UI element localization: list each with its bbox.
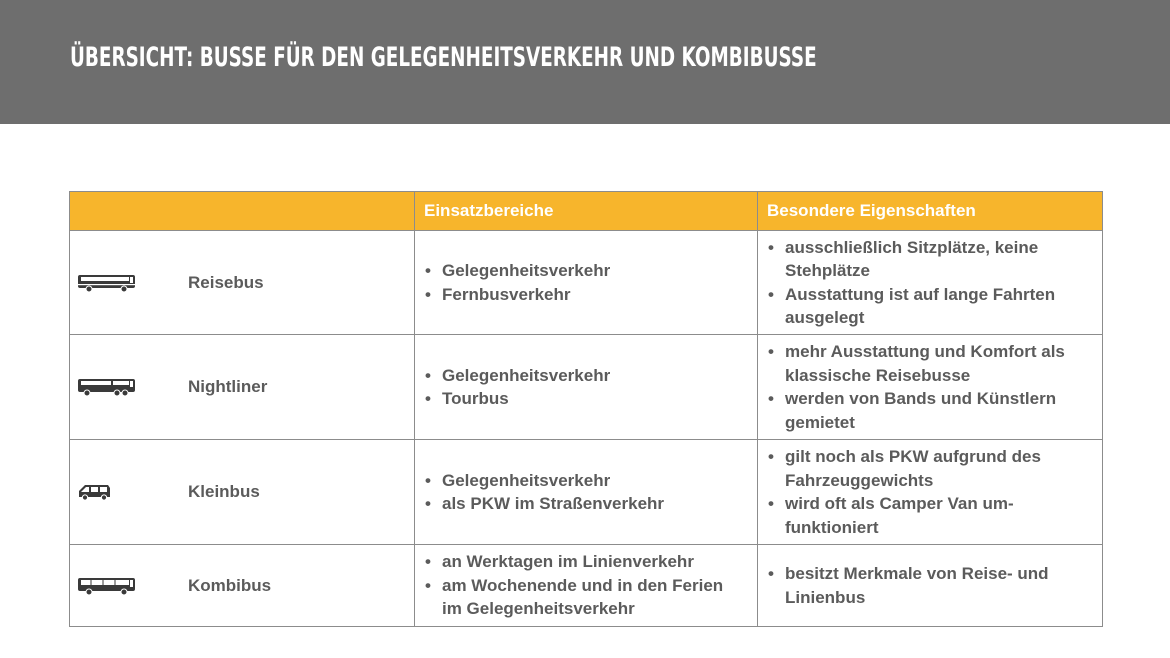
- list-item: • gilt noch als PKW aufgrund des Fahrzeuggewichts: [768, 445, 1092, 492]
- column-header-type: [70, 192, 415, 231]
- features-cell: [758, 545, 1103, 627]
- page-title: ÜBERSICHT: BUSSE FÜR DEN GELEGENHEITSVERKEHR UND KOMBIBUSSE: [70, 42, 817, 73]
- list-item: • am Wochenende und in den Ferien im Gelegenheitsverkehr: [425, 574, 747, 621]
- list-item: • Fernbusverkehr: [425, 283, 747, 307]
- minibus-icon: [77, 482, 137, 502]
- uses-cell: [415, 335, 758, 440]
- features-cell: [758, 440, 1103, 545]
- table-header-row: [70, 192, 1103, 231]
- list-item: • Tourbus: [425, 387, 747, 411]
- title-banner: [0, 0, 1170, 124]
- table-row: [70, 335, 1103, 440]
- list-item: • Gelegenheitsverkehr: [425, 469, 747, 493]
- list-item: • werden von Bands und Künstlern gemietet: [768, 387, 1092, 434]
- bus-type-name: Reisebus: [188, 272, 264, 292]
- combi-bus-icon: [77, 576, 137, 596]
- list-item: • ausschließlich Sitzplätze, keine Stehplätze: [768, 236, 1092, 283]
- nightliner-bus-icon: [77, 377, 137, 397]
- bus-type-name: Nightliner: [188, 377, 268, 396]
- bus-overview-table: [69, 191, 1103, 627]
- bus-type-cell: [70, 231, 415, 335]
- table-row: [70, 231, 1103, 335]
- bus-type-cell: [70, 335, 415, 440]
- list-item: • Ausstattung ist auf lange Fahrten ausgelegt: [768, 283, 1092, 330]
- list-item: • Gelegenheitsverkehr: [425, 364, 747, 388]
- uses-cell: [415, 231, 758, 335]
- list-item: • Gelegenheitsverkehr: [425, 259, 747, 283]
- bus-type-name: Kleinbus: [188, 482, 260, 501]
- list-item: • wird oft als Camper Van um-funktioniert: [768, 492, 1092, 539]
- list-item: • an Werktagen im Linienverkehr: [425, 550, 747, 574]
- uses-cell: [415, 545, 758, 627]
- uses-cell: [415, 440, 758, 545]
- bus-type-name: Kombibus: [188, 575, 272, 595]
- list-item: • besitzt Merkmale von Reise- und Linienbus: [768, 562, 1092, 609]
- features-cell: [758, 231, 1103, 335]
- bus-type-cell: [70, 440, 415, 545]
- column-header-uses: Einsatzbereiche: [415, 192, 758, 231]
- coach-bus-icon: [77, 273, 137, 293]
- table-row: [70, 440, 1103, 545]
- table-row: [70, 545, 1103, 627]
- bus-type-cell: [70, 545, 415, 627]
- list-item: • als PKW im Straßenverkehr: [425, 492, 747, 516]
- features-cell: [758, 335, 1103, 440]
- list-item: • mehr Ausstattung und Komfort als klassische Reisebusse: [768, 340, 1092, 387]
- column-header-features: Besondere Eigenschaften: [758, 192, 1103, 231]
